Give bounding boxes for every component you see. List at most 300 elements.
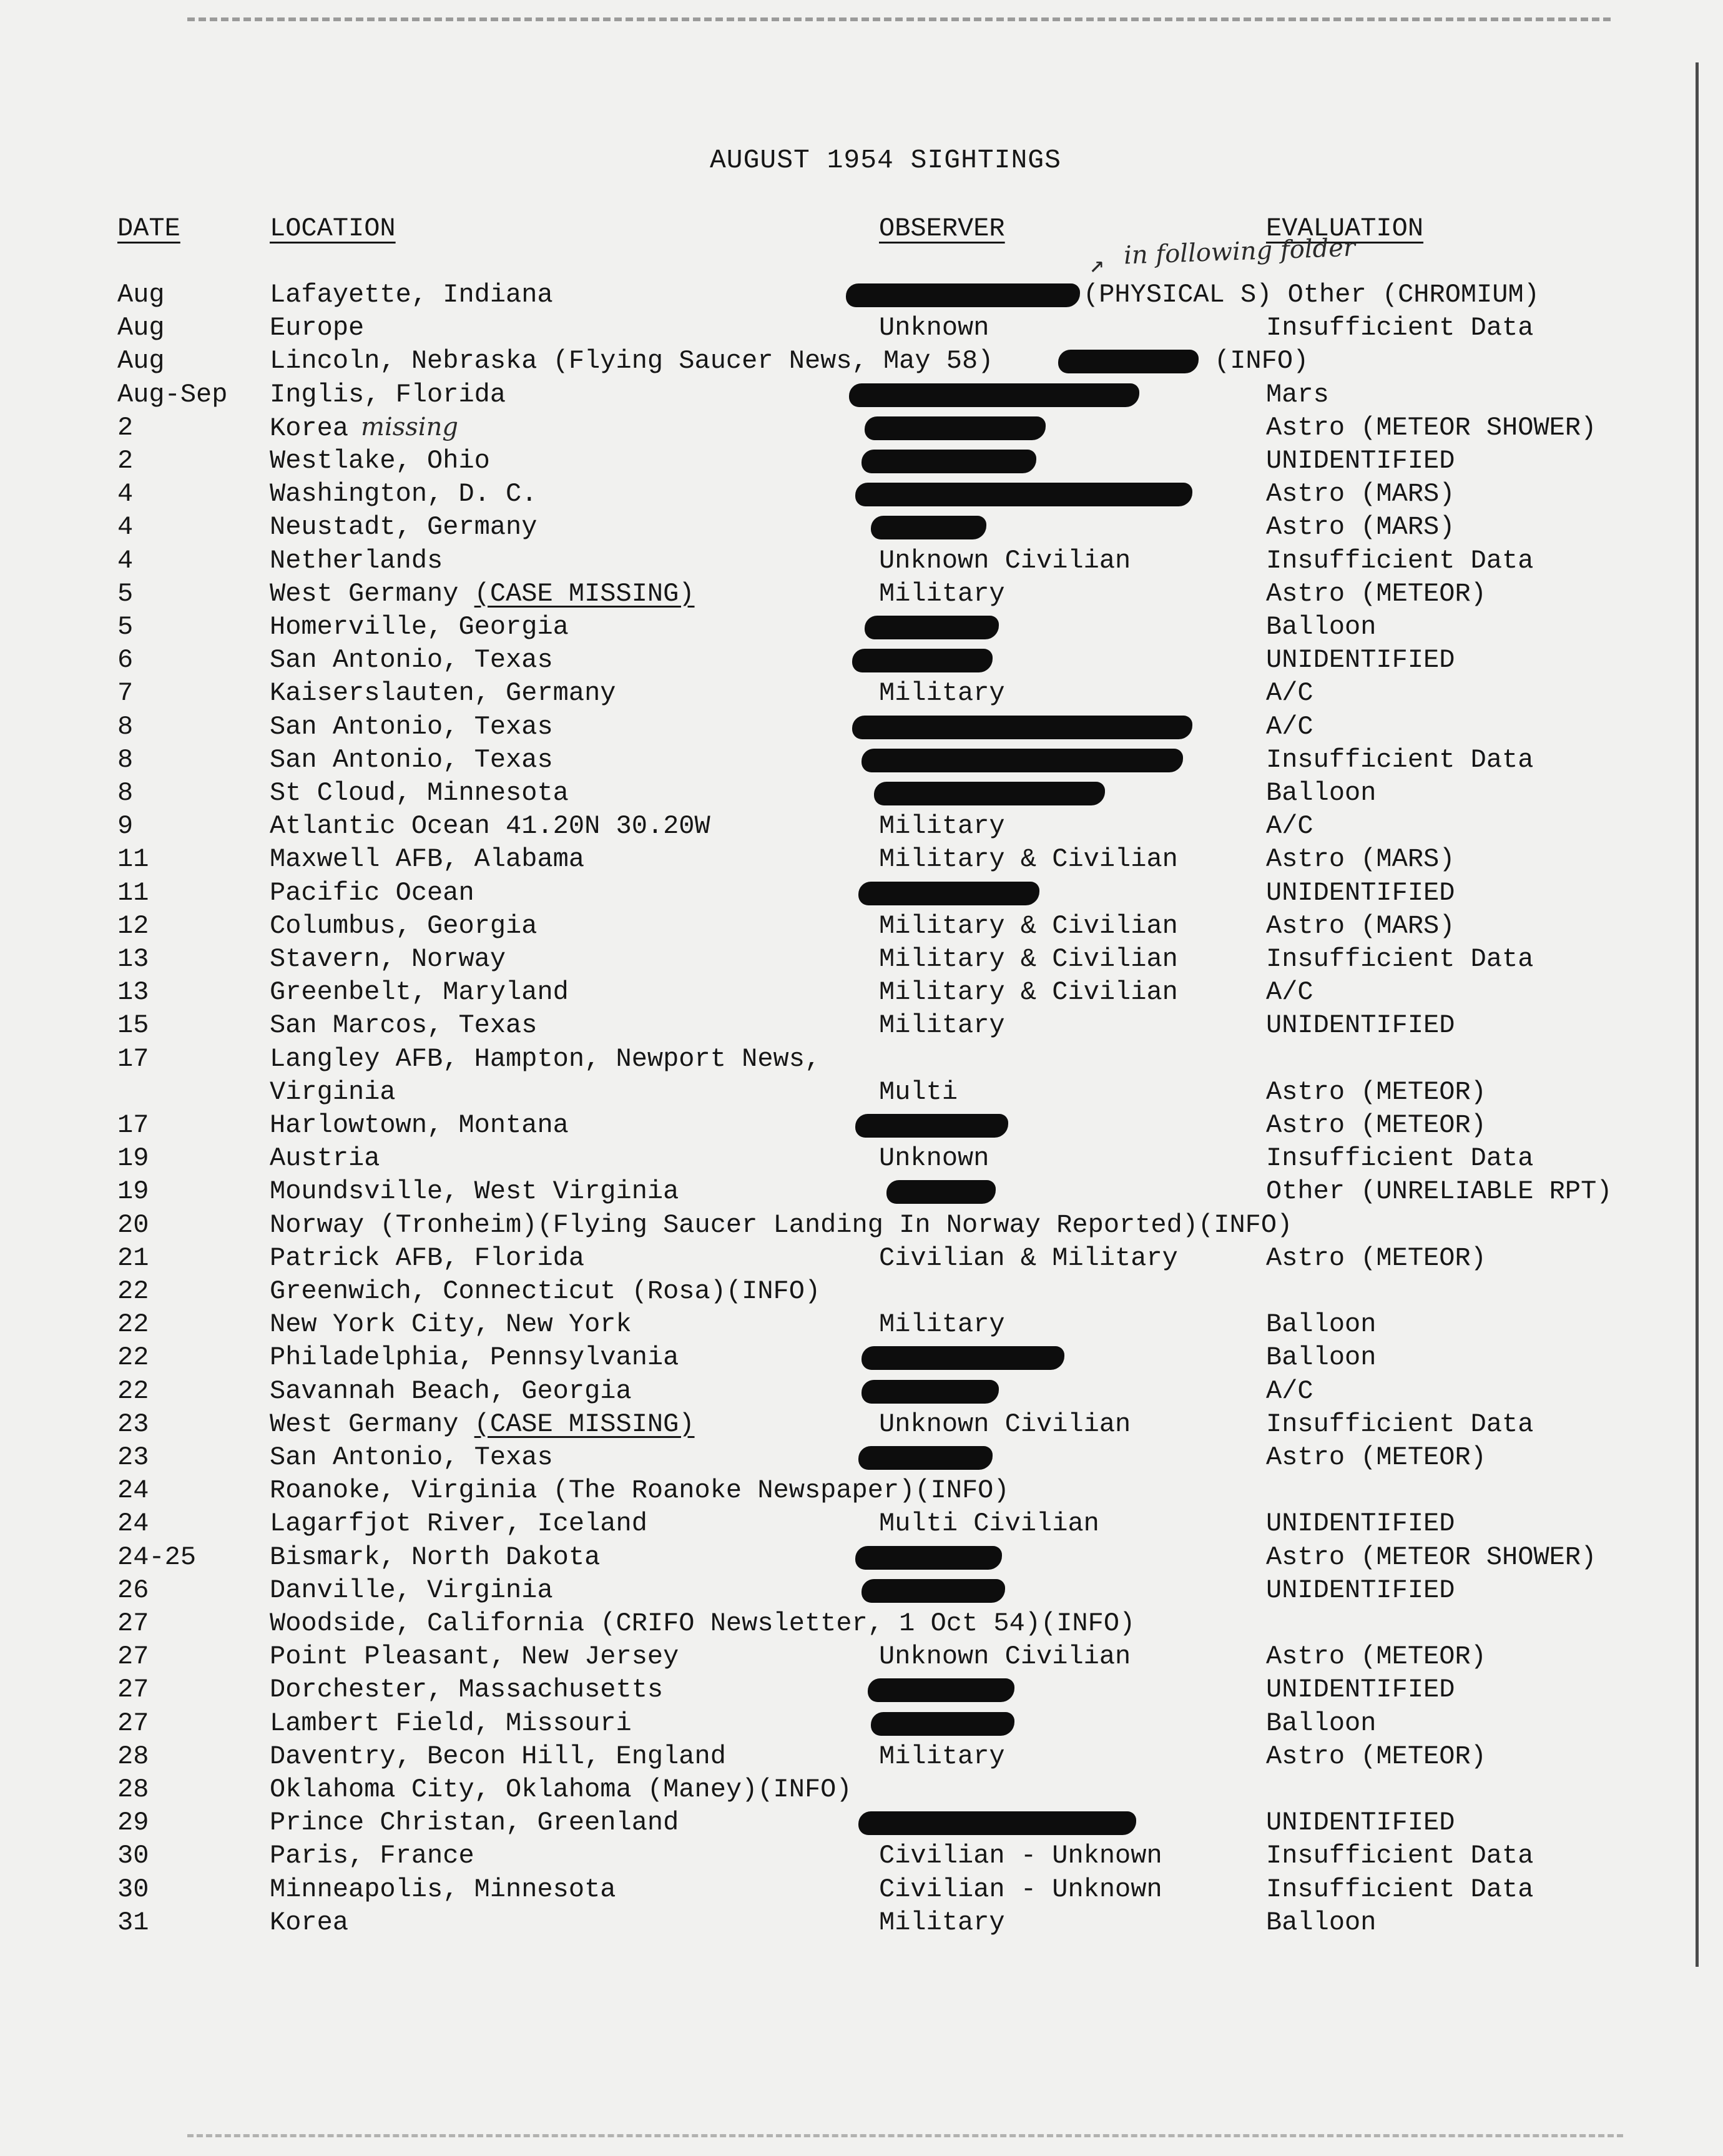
table-row	[0, 1077, 1686, 1111]
row-location-text: Point Pleasant, New Jersey	[270, 1642, 679, 1672]
row-location	[270, 1509, 647, 1538]
row-evaluation: Astro (MARS)	[1266, 512, 1455, 543]
table-row	[0, 745, 1686, 779]
row-observer: Unknown Civilian	[879, 1409, 1131, 1439]
row-location-text: Austria	[270, 1143, 380, 1174]
row-location-text: Patrick AFB, Florida	[270, 1243, 585, 1273]
row-location-text: Netherlands	[270, 545, 443, 576]
scan-edge-bottom	[187, 2134, 1623, 2137]
table-row	[0, 1675, 1686, 1708]
row-date: 27	[117, 1675, 149, 1705]
redaction-bar	[1058, 350, 1199, 373]
row-date: 17	[117, 1043, 149, 1074]
row-date: 11	[117, 844, 149, 875]
handwritten-missing-note: missing	[361, 412, 458, 441]
row-evaluation: UNIDENTIFIED	[1266, 1808, 1455, 1838]
row-evaluation: Mars	[1266, 379, 1329, 410]
redaction-bar	[858, 882, 1039, 905]
row-location	[270, 280, 553, 310]
row-location	[270, 1210, 1292, 1240]
row-observer: Military & Civilian	[879, 977, 1178, 1008]
handwritten-folder-note: in following folder	[1123, 233, 1356, 270]
row-date: 24	[117, 1509, 149, 1539]
table-row	[0, 1741, 1686, 1775]
row-location	[270, 1841, 474, 1871]
row-date: Aug-Sep	[117, 379, 228, 410]
row-observer: Military & Civilian	[879, 844, 1178, 875]
row-evaluation: UNIDENTIFIED	[1266, 446, 1455, 476]
row-date: 22	[117, 1342, 149, 1373]
row-evaluation: Balloon	[1266, 1708, 1377, 1738]
table-row	[0, 1642, 1686, 1675]
row-location-text: Greenbelt, Maryland	[270, 977, 569, 1008]
row-date: 4	[117, 545, 134, 576]
row-location-text: Oklahoma City, Oklahoma (Maney)(INFO)	[270, 1775, 852, 1804]
row-location	[270, 1675, 663, 1705]
row-evaluation: Astro (METEOR)	[1266, 1076, 1486, 1107]
row-location-text: Korea	[270, 1907, 349, 1937]
row-evaluation: Balloon	[1266, 612, 1377, 642]
redaction-bar	[862, 1579, 1005, 1603]
row-location	[270, 479, 537, 509]
row-evaluation: Balloon	[1266, 1342, 1377, 1373]
row-location	[270, 1442, 553, 1472]
table-row	[0, 712, 1686, 746]
row-observer: Multi Civilian	[879, 1509, 1099, 1539]
row-location	[270, 778, 569, 808]
row-location-text: Lambert Field, Missouri	[270, 1708, 632, 1738]
redaction-bar	[852, 716, 1192, 739]
row-evaluation: Astro (METEOR)	[1266, 1442, 1486, 1472]
table-row	[0, 1775, 1686, 1808]
row-location-text: Savannah Beach, Georgia	[270, 1376, 632, 1406]
row-observer: Multi	[879, 1076, 958, 1107]
redaction-bar	[865, 416, 1046, 440]
row-date: 24	[117, 1475, 149, 1506]
table-row	[0, 1110, 1686, 1144]
row-location-text: Harlowtown, Montana	[270, 1110, 569, 1140]
table-row	[0, 844, 1686, 878]
row-date: 27	[117, 1708, 149, 1738]
row-date: 12	[117, 910, 149, 941]
row-location	[270, 579, 695, 609]
row-evaluation: (INFO)	[1214, 346, 1309, 377]
row-location-text: San Antonio, Texas	[270, 1442, 553, 1472]
case-missing-underlined: (CASE MISSING)	[474, 1409, 695, 1439]
row-date: 23	[117, 1442, 149, 1472]
table-row	[0, 1243, 1686, 1277]
row-observer: Civilian - Unknown	[879, 1874, 1162, 1904]
row-location-text: Lafayette, Indiana	[270, 280, 553, 310]
table-row	[0, 346, 1686, 380]
row-evaluation: Astro (METEOR SHOWER)	[1266, 412, 1597, 443]
row-evaluation: Astro (METEOR)	[1266, 578, 1486, 609]
row-evaluation: Astro (METEOR)	[1266, 1741, 1486, 1771]
row-location	[270, 1409, 695, 1439]
row-location	[270, 1077, 396, 1107]
row-location-text: Columbus, Georgia	[270, 910, 538, 941]
row-observer: Military	[879, 1010, 1005, 1041]
handwritten-arrow: ↗	[1089, 252, 1105, 280]
redaction-bar	[862, 450, 1036, 473]
row-location-text: St Cloud, Minnesota	[270, 778, 569, 808]
redaction-bar	[855, 1546, 1002, 1570]
table-row	[0, 546, 1686, 579]
row-evaluation: Balloon	[1266, 778, 1377, 808]
row-observer: Military	[879, 1741, 1005, 1771]
row-date: 5	[117, 578, 134, 609]
table-row	[0, 678, 1686, 712]
row-location	[270, 911, 537, 941]
table-row	[0, 977, 1686, 1011]
redaction-bar	[862, 749, 1183, 772]
table-row	[0, 479, 1686, 513]
row-location-text: Moundsville, West Virginia	[270, 1176, 679, 1207]
row-observer: Military	[879, 811, 1005, 842]
row-date: 24-25	[117, 1542, 197, 1572]
row-evaluation: Astro (METEOR)	[1266, 1110, 1486, 1140]
row-date: 8	[117, 711, 134, 742]
row-location	[270, 1010, 537, 1040]
table-row	[0, 512, 1686, 546]
table-row	[0, 1575, 1686, 1609]
row-location	[270, 645, 553, 675]
row-location	[270, 1542, 600, 1572]
row-evaluation: Insufficient Data	[1266, 944, 1534, 974]
row-location-text: Bismark, North Dakota	[270, 1542, 601, 1572]
row-location-text: Homerville, Georgia	[270, 612, 569, 642]
row-location	[270, 1642, 679, 1671]
row-location-text: Lagarfjot River, Iceland	[270, 1509, 647, 1539]
scan-edge-right	[1696, 62, 1699, 1967]
row-date: Aug	[117, 280, 165, 310]
table-row	[0, 1309, 1686, 1343]
row-location-text: Korea	[270, 413, 349, 443]
redaction-bar	[855, 483, 1192, 506]
row-evaluation: Insufficient Data	[1266, 1841, 1534, 1871]
row-observer: Civilian - Unknown	[879, 1841, 1162, 1871]
row-date: 11	[117, 877, 149, 908]
row-location-text: Atlantic Ocean 41.20N 30.20W	[270, 811, 710, 842]
row-location-text: Washington, D. C.	[270, 479, 538, 509]
row-location	[270, 1276, 820, 1306]
row-location	[270, 878, 474, 908]
row-location	[270, 346, 993, 376]
table-row	[0, 1907, 1686, 1941]
row-location	[270, 1907, 348, 1937]
redaction-bar	[874, 782, 1105, 805]
row-location-text: Philadelphia, Pennsylvania	[270, 1342, 679, 1373]
row-observer: Military	[879, 1907, 1005, 1937]
row-location	[270, 1044, 820, 1074]
table-row	[0, 280, 1686, 313]
row-evaluation: Insufficient Data	[1266, 1143, 1534, 1174]
table-row	[0, 778, 1686, 812]
redaction-bar	[858, 1446, 993, 1470]
table-row	[0, 579, 1686, 613]
row-date: 28	[117, 1775, 149, 1804]
row-observer: Unknown	[879, 313, 989, 343]
row-date: 13	[117, 977, 149, 1008]
redaction-bar	[868, 1678, 1014, 1702]
row-date: 30	[117, 1841, 149, 1871]
header-evaluation: EVALUATION	[1266, 214, 1424, 244]
row-observer: Military & Civilian	[879, 910, 1178, 941]
row-date: 26	[117, 1575, 149, 1605]
row-location	[270, 612, 569, 642]
row-date: 27	[117, 1608, 149, 1638]
row-date: 15	[117, 1010, 149, 1041]
row-location	[270, 446, 490, 476]
row-date: 28	[117, 1741, 149, 1771]
row-evaluation: Other (UNRELIABLE RPT)	[1266, 1176, 1613, 1207]
row-date: 31	[117, 1907, 149, 1937]
row-location-text: West Germany (CASE MISSING)	[270, 1409, 695, 1439]
row-location	[270, 1475, 1009, 1505]
table-row	[0, 380, 1686, 413]
row-observer: Unknown Civilian	[879, 545, 1131, 576]
redaction-bar	[858, 1811, 1136, 1835]
row-evaluation: A/C	[1266, 977, 1313, 1008]
row-location	[270, 1143, 380, 1173]
row-observer: Military & Civilian	[879, 944, 1178, 974]
row-date: 21	[117, 1243, 149, 1273]
row-location	[270, 678, 616, 708]
table-row	[0, 1044, 1686, 1078]
table-row	[0, 446, 1686, 480]
row-location	[270, 811, 710, 841]
row-location-text: West Germany (CASE MISSING)	[270, 578, 695, 609]
row-observer: Civilian & Military	[879, 1243, 1178, 1273]
row-evaluation: UNIDENTIFIED	[1266, 1675, 1455, 1705]
row-location	[270, 313, 364, 343]
row-evaluation: UNIDENTIFIED	[1266, 645, 1455, 676]
row-evaluation: Insufficient Data	[1266, 313, 1534, 343]
table-row	[0, 313, 1686, 347]
row-location	[270, 546, 443, 576]
document-title: AUGUST 1954 SIGHTINGS	[710, 145, 1061, 175]
row-date: 19	[117, 1176, 149, 1207]
row-location	[270, 1342, 679, 1372]
row-location-text: Daventry, Becon Hill, England	[270, 1741, 726, 1771]
row-location-text: Greenwich, Connecticut (Rosa)(INFO)	[270, 1276, 821, 1306]
row-evaluation: UNIDENTIFIED	[1266, 1509, 1455, 1539]
table-row	[0, 1808, 1686, 1841]
table-row	[0, 1276, 1686, 1310]
row-date: 17	[117, 1110, 149, 1140]
row-evaluation: UNIDENTIFIED	[1266, 877, 1455, 908]
table-row	[0, 1708, 1686, 1742]
row-location-text: Pacific Ocean	[270, 877, 474, 908]
row-location-text: Langley AFB, Hampton, Newport News,	[270, 1043, 821, 1074]
row-location	[270, 380, 506, 410]
row-date: 27	[117, 1642, 149, 1672]
row-date: 2	[117, 446, 134, 476]
header-observer: OBSERVER	[879, 214, 1005, 244]
redaction-bar	[852, 649, 993, 672]
row-date: 2	[117, 412, 134, 443]
table-row	[0, 944, 1686, 978]
redaction-bar	[871, 1712, 1014, 1736]
table-row	[0, 1841, 1686, 1874]
row-location	[270, 1874, 616, 1904]
row-location	[270, 1110, 569, 1140]
row-observer: Military	[879, 678, 1005, 709]
row-location-text: Norway (Tronheim)(Flying Saucer Landing In Norway Reported)(INFO)	[270, 1209, 1293, 1240]
row-date: 4	[117, 512, 134, 543]
row-location	[270, 413, 458, 443]
row-evaluation: UNIDENTIFIED	[1266, 1575, 1455, 1605]
row-location-text: Neustadt, Germany	[270, 512, 538, 543]
row-location-text: Danville, Virginia	[270, 1575, 553, 1605]
table-row	[0, 1376, 1686, 1410]
table-row	[0, 1342, 1686, 1376]
row-evaluation: Balloon	[1266, 1309, 1377, 1340]
row-evaluation: A/C	[1266, 678, 1313, 709]
row-date: 30	[117, 1874, 149, 1904]
row-location-text: Dorchester, Massachusetts	[270, 1675, 664, 1705]
row-evaluation: Astro (METEOR)	[1266, 1243, 1486, 1273]
row-location-text: Roanoke, Virginia (The Roanoke Newspaper)(INFO)	[270, 1475, 1009, 1506]
row-date: 22	[117, 1276, 149, 1306]
row-location-text: San Antonio, Texas	[270, 711, 553, 742]
table-row	[0, 811, 1686, 845]
row-location	[270, 977, 569, 1007]
row-evaluation: UNIDENTIFIED	[1266, 1010, 1455, 1041]
row-location	[270, 1741, 726, 1771]
table-row	[0, 1874, 1686, 1908]
row-date: 5	[117, 612, 134, 642]
redaction-bar	[846, 283, 1080, 307]
row-date: 13	[117, 944, 149, 974]
row-evaluation: (PHYSICAL S) Other (CHROMIUM)	[1083, 280, 1539, 310]
table-row	[0, 612, 1686, 646]
row-date: 9	[117, 811, 134, 842]
row-location-text: Europe	[270, 313, 365, 343]
row-location-text: Inglis, Florida	[270, 379, 506, 410]
table-row	[0, 413, 1686, 446]
redaction-bar	[862, 1380, 999, 1404]
row-location-text: San Antonio, Texas	[270, 645, 553, 676]
table-row	[0, 1509, 1686, 1542]
redaction-bar	[849, 383, 1139, 407]
row-location-text: Lincoln, Nebraska (Flying Saucer News, May 58)	[270, 346, 994, 377]
row-date: 29	[117, 1808, 149, 1838]
row-date: 8	[117, 744, 134, 775]
row-date: 19	[117, 1143, 149, 1174]
redaction-bar	[871, 516, 986, 539]
row-location	[270, 745, 553, 775]
table-row	[0, 1143, 1686, 1177]
row-evaluation: Balloon	[1266, 1907, 1377, 1937]
row-evaluation: Astro (METEOR SHOWER)	[1266, 1542, 1597, 1572]
row-date: 22	[117, 1309, 149, 1340]
redaction-bar	[862, 1346, 1064, 1370]
redaction-bar	[855, 1114, 1008, 1138]
row-location-text: Stavern, Norway	[270, 944, 506, 974]
row-location-text: Minneapolis, Minnesota	[270, 1874, 616, 1904]
row-location-text: Prince Christan, Greenland	[270, 1808, 679, 1838]
row-evaluation: Astro (METEOR)	[1266, 1642, 1486, 1672]
row-location-text: New York City, New York	[270, 1309, 632, 1340]
row-location-text: Maxwell AFB, Alabama	[270, 844, 585, 875]
row-location-text: San Antonio, Texas	[270, 744, 553, 775]
redaction-bar	[886, 1180, 996, 1204]
table-row	[0, 645, 1686, 679]
row-location-text: San Marcos, Texas	[270, 1010, 538, 1041]
row-observer: Military	[879, 578, 1005, 609]
header-date: DATE	[117, 214, 180, 244]
table-row	[0, 1475, 1686, 1509]
row-evaluation: Astro (MARS)	[1266, 910, 1455, 941]
row-location	[270, 1608, 1135, 1638]
table-row	[0, 1176, 1686, 1210]
row-location-text: Kaiserslauten, Germany	[270, 678, 616, 709]
table-row	[0, 878, 1686, 912]
table-row	[0, 1409, 1686, 1443]
row-location	[270, 712, 553, 742]
row-date: 23	[117, 1409, 149, 1439]
row-location	[270, 1243, 584, 1273]
row-location	[270, 1309, 632, 1339]
row-date: Aug	[117, 346, 165, 377]
row-evaluation: Insufficient Data	[1266, 1874, 1534, 1904]
table-row	[0, 911, 1686, 945]
row-location	[270, 1808, 679, 1838]
row-evaluation: Astro (MARS)	[1266, 479, 1455, 509]
row-date: 8	[117, 778, 134, 808]
table-row	[0, 1010, 1686, 1044]
row-location	[270, 1775, 852, 1804]
row-location	[270, 944, 506, 974]
row-location-text: Woodside, California (CRIFO Newsletter, 1 Oct 54)(INFO)	[270, 1608, 1136, 1638]
header-location: LOCATION	[270, 214, 396, 244]
row-location	[270, 512, 537, 542]
row-evaluation: A/C	[1266, 811, 1313, 842]
row-location-text: Virginia	[270, 1076, 396, 1107]
row-evaluation: Astro (MARS)	[1266, 844, 1455, 875]
table-row	[0, 1542, 1686, 1576]
row-location-text: Westlake, Ohio	[270, 446, 490, 476]
row-location	[270, 1376, 632, 1406]
row-evaluation: A/C	[1266, 711, 1313, 742]
row-date: 6	[117, 645, 134, 676]
case-missing-underlined: (CASE MISSING)	[474, 578, 695, 609]
table-row	[0, 1608, 1686, 1642]
row-observer: Unknown	[879, 1143, 989, 1174]
row-date: Aug	[117, 313, 165, 343]
row-observer: Unknown Civilian	[879, 1642, 1131, 1672]
row-evaluation: Insufficient Data	[1266, 1409, 1534, 1439]
row-evaluation: Insufficient Data	[1266, 545, 1534, 576]
table-row	[0, 1210, 1686, 1244]
row-date: 22	[117, 1376, 149, 1406]
row-location	[270, 844, 584, 874]
redaction-bar	[865, 616, 999, 639]
row-evaluation: A/C	[1266, 1376, 1313, 1406]
row-observer: Military	[879, 1309, 1005, 1340]
row-date: 7	[117, 678, 134, 709]
row-location	[270, 1708, 632, 1738]
scan-edge-top	[187, 17, 1611, 21]
table-row	[0, 1442, 1686, 1476]
row-location	[270, 1176, 679, 1206]
row-date: 4	[117, 479, 134, 509]
row-evaluation: Insufficient Data	[1266, 744, 1534, 775]
row-date: 20	[117, 1209, 149, 1240]
row-location-text: Paris, France	[270, 1841, 474, 1871]
row-location	[270, 1575, 553, 1605]
